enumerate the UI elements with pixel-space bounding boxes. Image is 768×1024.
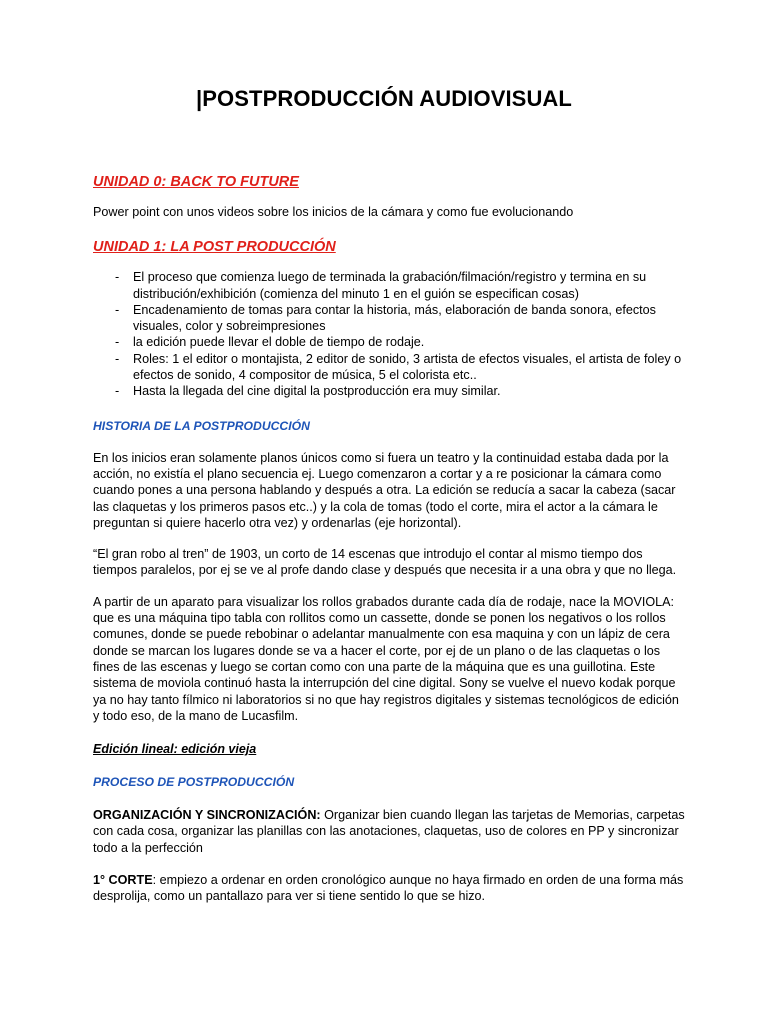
organization-term: ORGANIZACIÓN Y SINCRONIZACIÓN: [93,808,321,823]
history-paragraph-3: A partir de un aparato para visualizar los rollos grabados durante cada día de rodaje, nace la MOVIOLA: que es una máquina tipo tabla con rollitos como un cassette, donde se ponen los negativos o los rollos comunes, donde se puede rebobinar o adelantar manualmente con esa maquina y con un lápiz de cera donde se marcan los lugares donde se va a hacer el corte, por ej de un plano o de las claquetas o los fines de las escenas y luego se cortan como con una parte de la máquina que es una guillotina. Este sistema de moviola continuó hasta la interrupción del cine digital. Sony se vuelve el nuevo kodak porque ya no hay tanto fílmico ni laboratorios si no que hay registros digitales y sistemas tecnológicos de edición y todo eso, de la mano de Lucasfilm. [93,594,679,723]
bullet-dash: - [115,335,120,350]
document-title: |POSTPRODUCCIÓN AUDIOVISUAL [196,86,572,111]
unit-0-heading: UNIDAD 0: BACK TO FUTURE [93,174,299,190]
first-cut-term: 1° CORTE [93,873,153,888]
bullet-dash: - [115,302,120,317]
linear-editing-heading: Edición lineal: edición vieja [93,742,257,757]
unit-0-text: Power point con unos videos sobre los inicios de la cámara y como fue evolucionando [93,205,574,219]
first-cut-text: : empiezo a ordenar en orden cronológico aunque no haya firmado en orden de una forma más desprolija, como un pantallazo para ver si tiene sentido lo que se hizo. [93,873,684,904]
bullet-dash: - [115,384,120,399]
bullet-dash: - [115,270,120,285]
bullet-text: Encadenamiento de tomas para contar la historia, más, elaboración de banda sonora, efectos visuales, color y sobreimpresiones [133,302,656,334]
bullet-text: El proceso que comienza luego de terminada la grabación/filmación/registro y termina en su distribución/exhibición (comienza del minuto 1 en el guión se especifican cosas) [133,270,647,301]
bullet-text: la edición puede llevar el doble de tiempo de rodaje. [133,335,425,350]
unit-1-heading: UNIDAD 1: LA POST PRODUCCIÓN [93,239,336,256]
unit-1-bullet-list [93,269,685,399]
organization-paragraph [93,807,685,856]
bullet-text: Hasta la llegada del cine digital la postproducción era muy similar. [133,384,501,399]
bullet-item [93,269,685,302]
history-heading: HISTORIA DE LA POSTPRODUCCIÓN [93,418,310,433]
bullet-item [93,334,685,350]
bullet-text: Roles: 1 el editor o montajista, 2 editor de sonido, 3 artista de efectos visuales, el artista de foley o efectos de sonido, 4 compositor de música, 5 el colorista etc.. [133,351,682,383]
bullet-item [93,351,685,384]
history-paragraph-2: “El gran robo al tren” de 1903, un corto de 14 escenas que introdujo el contar al mismo tiempo dos tiempos paralelos, por ej se ve al profe dando clase y después que necesita ir a una obra y que no llega. [93,547,677,578]
bullet-dash: - [115,351,120,366]
process-heading: PROCESO DE POSTPRODUCCIÓN [93,775,295,790]
history-paragraph-1: En los inicios eran solamente planos únicos como si fuera un teatro y la continuidad estaba dada por la acción, no existía el plano secuencia ej. Luego comenzaron a cortar y a re posicionar la cámara como cuando pones a una persona hablando y después a otra. La edición se reducía a sacar la cabeza (sacar las claquetas y los primeros pasos etc..) y la cola de tomas (todo el corte, mira el actor a la cámara le preguntan si quiere hacerlo otra vez) y ordenarlas (eje horizontal). [93,450,676,530]
document-body [93,172,685,905]
first-cut-paragraph [93,872,685,905]
bullet-item [93,383,685,399]
bullet-item [93,302,685,335]
organization-text: Organizar bien cuando llegan las tarjetas de Memorias, carpetas con cada cosa, organizar las planillas con las anotaciones, claquetas, uso de colores en PP y sincronizar todo a la perfección [93,808,685,855]
